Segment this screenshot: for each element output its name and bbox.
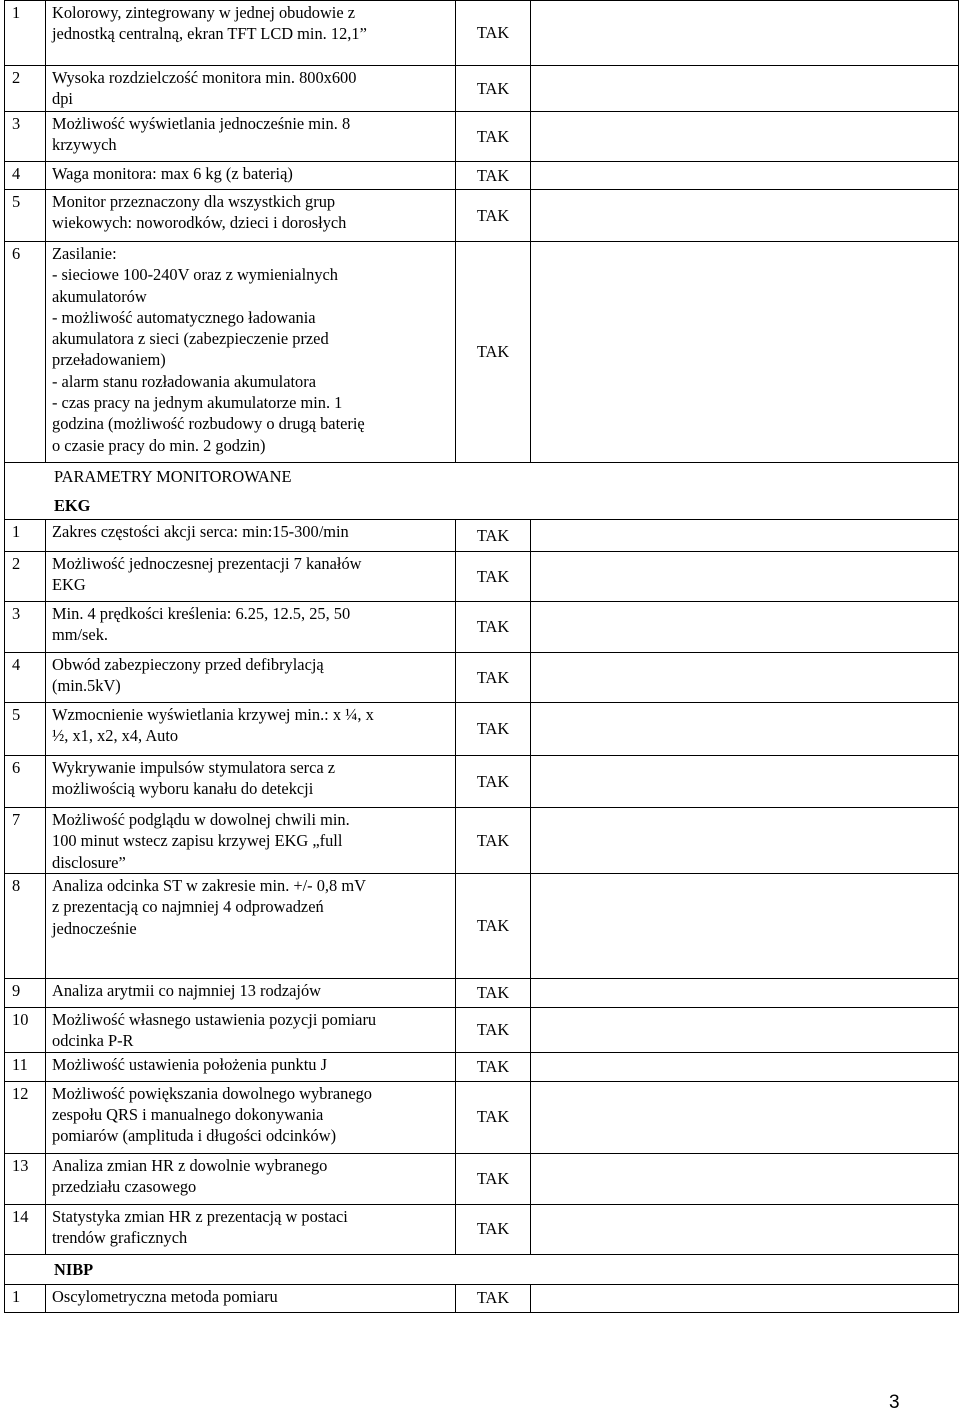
description-line: możliwością wyboru kanału do detekcji bbox=[52, 779, 314, 799]
row-value: TAK bbox=[456, 162, 531, 190]
row-offer-cell bbox=[531, 112, 959, 162]
description-line: akumulatora z sieci (zabezpieczenie przed bbox=[52, 329, 329, 349]
row-value: TAK bbox=[456, 1284, 531, 1312]
section-header-row bbox=[5, 1254, 959, 1284]
description-line: trendów graficznych bbox=[52, 1227, 188, 1247]
section-header-row bbox=[5, 463, 959, 520]
row-description bbox=[46, 242, 456, 463]
row-offer-cell bbox=[531, 1284, 959, 1312]
description-line: wiekowych: noworodków, dzieci i dorosłych bbox=[52, 213, 347, 233]
row-number: 7 bbox=[5, 808, 46, 874]
row-offer-cell bbox=[531, 190, 959, 242]
description-line: Możliwość jednoczesnej prezentacji 7 kanałów bbox=[52, 554, 362, 573]
table-row bbox=[5, 703, 959, 756]
description-line: Możliwość własnego ustawienia pozycji pomiaru bbox=[52, 1010, 377, 1029]
description-line: Obwód zabezpieczony przed defibrylacją bbox=[52, 655, 324, 674]
description-line: disclosure” bbox=[52, 852, 126, 872]
table-row bbox=[5, 66, 959, 112]
table-row bbox=[5, 162, 959, 190]
row-number: 3 bbox=[5, 112, 46, 162]
row-description bbox=[46, 1153, 456, 1204]
row-number: 5 bbox=[5, 703, 46, 756]
row-description bbox=[46, 1204, 456, 1254]
row-number: 4 bbox=[5, 162, 46, 190]
row-number: 1 bbox=[5, 520, 46, 552]
row-offer-cell bbox=[531, 162, 959, 190]
row-value: TAK bbox=[456, 703, 531, 756]
description-line: - czas pracy na jednym akumulatorze min. 1 bbox=[52, 393, 343, 413]
row-value: TAK bbox=[456, 520, 531, 552]
row-description bbox=[46, 190, 456, 242]
description-line: - sieciowe 100-240V oraz z wymienialnych bbox=[52, 265, 338, 285]
description-line: jednostką centralną, ekran TFT LCD min. 12,1” bbox=[52, 24, 367, 44]
row-description bbox=[46, 1284, 456, 1312]
section-subtitle: NIBP bbox=[54, 1259, 94, 1279]
page-number: 3 bbox=[889, 1392, 900, 1413]
description-line: odcinka P-R bbox=[52, 1031, 134, 1051]
description-line: dpi bbox=[52, 89, 73, 109]
row-value: TAK bbox=[456, 112, 531, 162]
row-value: TAK bbox=[456, 602, 531, 653]
table-row bbox=[5, 1204, 959, 1254]
table-row bbox=[5, 1081, 959, 1153]
row-description bbox=[46, 756, 456, 808]
description-line: Min. 4 prędkości kreślenia: 6.25, 12.5, 25, 50 bbox=[52, 604, 351, 623]
row-description bbox=[46, 1008, 456, 1053]
row-value: TAK bbox=[456, 874, 531, 979]
description-line: Wysoka rozdzielczość monitora min. 800x600 bbox=[52, 68, 357, 87]
row-offer-cell bbox=[531, 653, 959, 703]
row-number: 2 bbox=[5, 66, 46, 112]
row-number: 3 bbox=[5, 602, 46, 653]
row-description bbox=[46, 874, 456, 979]
description-line: jednocześnie bbox=[52, 918, 137, 938]
description-line: Wzmocnienie wyświetlania krzywej min.: x ¼, x bbox=[52, 705, 374, 724]
row-number: 10 bbox=[5, 1008, 46, 1053]
row-value: TAK bbox=[456, 1, 531, 66]
table-row bbox=[5, 190, 959, 242]
section-title: PARAMETRY MONITOROWANE bbox=[54, 467, 292, 486]
table-row bbox=[5, 653, 959, 703]
row-number: 2 bbox=[5, 552, 46, 602]
section-subtitle: EKG bbox=[54, 496, 91, 515]
description-line: przeładowaniem) bbox=[52, 350, 166, 370]
description-line: Zakres częstości akcji serca: min:15-300/min bbox=[52, 522, 349, 541]
row-value: TAK bbox=[456, 756, 531, 808]
row-number: 14 bbox=[5, 1204, 46, 1254]
table-row bbox=[5, 1, 959, 66]
table-row bbox=[5, 808, 959, 874]
row-description bbox=[46, 1052, 456, 1081]
description-line: Wykrywanie impulsów stymulatora serca z bbox=[52, 758, 336, 777]
description-line: - alarm stanu rozładowania akumulatora bbox=[52, 371, 316, 391]
row-description bbox=[46, 653, 456, 703]
row-offer-cell bbox=[531, 1153, 959, 1204]
row-description bbox=[46, 602, 456, 653]
description-line: Waga monitora: max 6 kg (z baterią) bbox=[52, 164, 293, 183]
description-line: mm/sek. bbox=[52, 625, 108, 645]
row-number: 13 bbox=[5, 1153, 46, 1204]
row-number: 1 bbox=[5, 1284, 46, 1312]
row-offer-cell bbox=[531, 66, 959, 112]
description-line: pomiarów (amplituda i długości odcinków) bbox=[52, 1126, 337, 1146]
description-line: krzywych bbox=[52, 135, 117, 155]
description-line: Możliwość podglądu w dowolnej chwili min. bbox=[52, 810, 350, 829]
row-number: 11 bbox=[5, 1052, 46, 1081]
table-row bbox=[5, 1153, 959, 1204]
row-value: TAK bbox=[456, 552, 531, 602]
spec-table-body bbox=[5, 1, 959, 1313]
row-offer-cell bbox=[531, 756, 959, 808]
row-value: TAK bbox=[456, 1008, 531, 1053]
row-value: TAK bbox=[456, 808, 531, 874]
description-line: Możliwość wyświetlania jednocześnie min. 8 bbox=[52, 114, 351, 133]
row-value: TAK bbox=[456, 66, 531, 112]
row-offer-cell bbox=[531, 1, 959, 66]
row-value: TAK bbox=[456, 653, 531, 703]
description-line: przedziału czasowego bbox=[52, 1176, 197, 1196]
description-line: - możliwość automatycznego ładowania bbox=[52, 307, 316, 327]
row-offer-cell bbox=[531, 979, 959, 1008]
description-line: zespołu QRS i manualnego dokonywania bbox=[52, 1104, 324, 1124]
table-row bbox=[5, 756, 959, 808]
description-line: Monitor przeznaczony dla wszystkich grup bbox=[52, 192, 336, 211]
row-offer-cell bbox=[531, 242, 959, 463]
row-description bbox=[46, 66, 456, 112]
description-line: Oscylometryczna metoda pomiaru bbox=[52, 1286, 278, 1306]
row-number: 4 bbox=[5, 653, 46, 703]
description-line: Kolorowy, zintegrowany w jednej obudowie z bbox=[52, 3, 355, 22]
row-description bbox=[46, 520, 456, 552]
row-number: 8 bbox=[5, 874, 46, 979]
description-line: EKG bbox=[52, 575, 86, 595]
table-row bbox=[5, 874, 959, 979]
row-offer-cell bbox=[531, 1008, 959, 1053]
description-line: (min.5kV) bbox=[52, 676, 121, 696]
row-number: 12 bbox=[5, 1081, 46, 1153]
table-row bbox=[5, 1052, 959, 1081]
row-offer-cell bbox=[531, 1081, 959, 1153]
row-description bbox=[46, 808, 456, 874]
table-row bbox=[5, 242, 959, 463]
description-line: godzina (możliwość rozbudowy o drugą baterię bbox=[52, 414, 365, 434]
row-description bbox=[46, 1081, 456, 1153]
description-line: o czasie pracy do min. 2 godzin) bbox=[52, 435, 266, 455]
spec-table bbox=[4, 0, 959, 1313]
description-line: Analiza odcinka ST w zakresie min. +/- 0,8 mV bbox=[52, 876, 366, 895]
description-line: Możliwość ustawienia położenia punktu J bbox=[52, 1054, 327, 1074]
row-value: TAK bbox=[456, 1081, 531, 1153]
table-row bbox=[5, 520, 959, 552]
row-value: TAK bbox=[456, 979, 531, 1008]
row-offer-cell bbox=[531, 808, 959, 874]
row-offer-cell bbox=[531, 602, 959, 653]
row-description bbox=[46, 979, 456, 1008]
description-line: Statystyka zmian HR z prezentacją w postaci bbox=[52, 1206, 348, 1226]
table-row bbox=[5, 112, 959, 162]
row-description bbox=[46, 162, 456, 190]
table-row bbox=[5, 1284, 959, 1312]
row-offer-cell bbox=[531, 552, 959, 602]
description-line: akumulatorów bbox=[52, 286, 147, 306]
row-number: 5 bbox=[5, 190, 46, 242]
row-offer-cell bbox=[531, 520, 959, 552]
table-row bbox=[5, 1008, 959, 1053]
row-description bbox=[46, 1, 456, 66]
description-line: Zasilanie: bbox=[52, 244, 117, 263]
row-value: TAK bbox=[456, 1153, 531, 1204]
row-value: TAK bbox=[456, 242, 531, 463]
row-offer-cell bbox=[531, 1052, 959, 1081]
row-description bbox=[46, 112, 456, 162]
row-number: 6 bbox=[5, 756, 46, 808]
description-line: Analiza arytmii co najmniej 13 rodzajów bbox=[52, 981, 321, 1000]
row-value: TAK bbox=[456, 1052, 531, 1081]
row-number: 9 bbox=[5, 979, 46, 1008]
row-offer-cell bbox=[531, 1204, 959, 1254]
section-header bbox=[5, 463, 959, 520]
description-line: 100 minut wstecz zapisu krzywej EKG „full bbox=[52, 831, 343, 851]
description-line: Możliwość powiększania dowolnego wybranego bbox=[52, 1083, 372, 1103]
row-value: TAK bbox=[456, 1204, 531, 1254]
table-row bbox=[5, 602, 959, 653]
row-description bbox=[46, 703, 456, 756]
row-offer-cell bbox=[531, 874, 959, 979]
description-line: z prezentacją co najmniej 4 odprowadzeń bbox=[52, 897, 324, 917]
row-value: TAK bbox=[456, 190, 531, 242]
row-description bbox=[46, 552, 456, 602]
table-row bbox=[5, 552, 959, 602]
table-row bbox=[5, 979, 959, 1008]
row-offer-cell bbox=[531, 703, 959, 756]
description-line: ½, x1, x2, x4, Auto bbox=[52, 726, 179, 746]
row-number: 1 bbox=[5, 1, 46, 66]
section-header bbox=[5, 1254, 959, 1284]
row-number: 6 bbox=[5, 242, 46, 463]
description-line: Analiza zmian HR z dowolnie wybranego bbox=[52, 1155, 328, 1175]
